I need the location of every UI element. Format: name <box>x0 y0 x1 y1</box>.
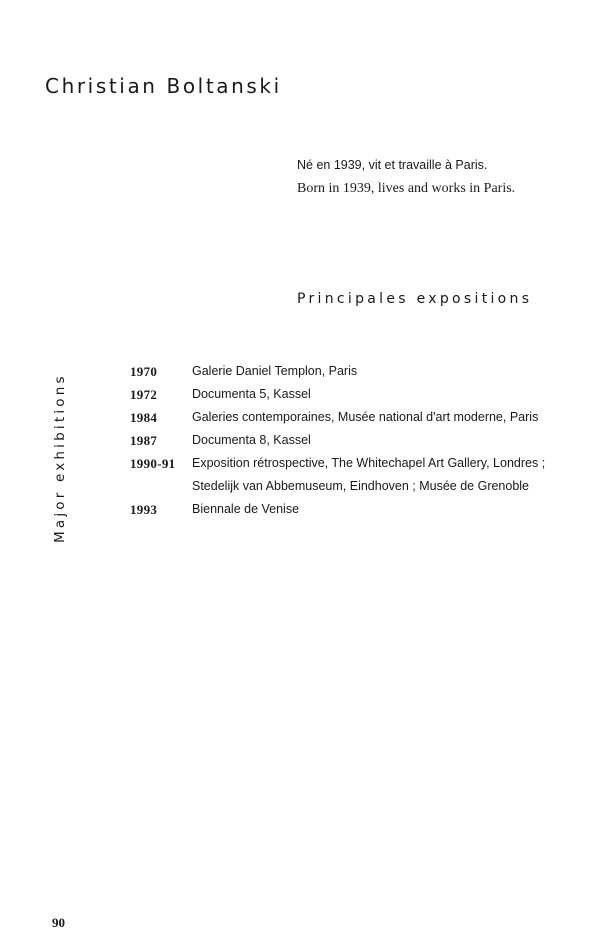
exhibition-venue <box>192 360 357 383</box>
exhibition-item <box>130 429 545 452</box>
exhibition-venue-line: Exposition rétrospective, The Whitechapel Art Gallery, Londres ; <box>192 456 546 470</box>
exhibition-item <box>130 383 545 406</box>
artist-bio <box>297 154 515 200</box>
exhibition-venue <box>192 406 538 429</box>
section-title-english-vertical: Major exhibitions <box>52 373 68 543</box>
exhibition-venue-line: Galeries contemporaines, Musée national d'art moderne, Paris <box>192 410 539 424</box>
exhibition-venue-line: Documenta 8, Kassel <box>192 433 311 447</box>
artist-name: Christian Boltanski <box>45 74 282 98</box>
bio-french: Né en 1939, vit et travaille à Paris. <box>297 158 488 172</box>
exhibition-year: 1970 <box>130 364 158 379</box>
exhibition-item <box>130 406 545 429</box>
exhibition-year: 1984 <box>130 410 158 425</box>
exhibition-venue-line: Galerie Daniel Templon, Paris <box>192 364 358 378</box>
exhibition-venue <box>192 383 311 406</box>
exhibition-venue-line: Biennale de Venise <box>192 502 300 516</box>
exhibition-venue <box>192 429 311 452</box>
exhibition-year: 1987 <box>130 433 158 448</box>
section-title-french: Principales expositions <box>297 291 533 307</box>
exhibition-venue <box>192 498 299 521</box>
bio-english: Born in 1939, lives and works in Paris. <box>297 181 516 196</box>
exhibition-item <box>130 360 545 383</box>
page-number: 90 <box>52 915 65 930</box>
exhibition-item <box>130 452 545 498</box>
exhibition-year: 1990-91 <box>130 456 176 471</box>
exhibition-venue-line: Stedelijk van Abbemuseum, Eindhoven ; Musée de Grenoble <box>192 479 530 493</box>
exhibition-year: 1972 <box>130 387 158 402</box>
exhibition-venue <box>192 452 545 498</box>
exhibition-venue-line: Documenta 5, Kassel <box>192 387 311 401</box>
exhibition-list <box>130 360 545 521</box>
exhibition-item <box>130 498 545 521</box>
exhibition-year: 1993 <box>130 502 158 517</box>
